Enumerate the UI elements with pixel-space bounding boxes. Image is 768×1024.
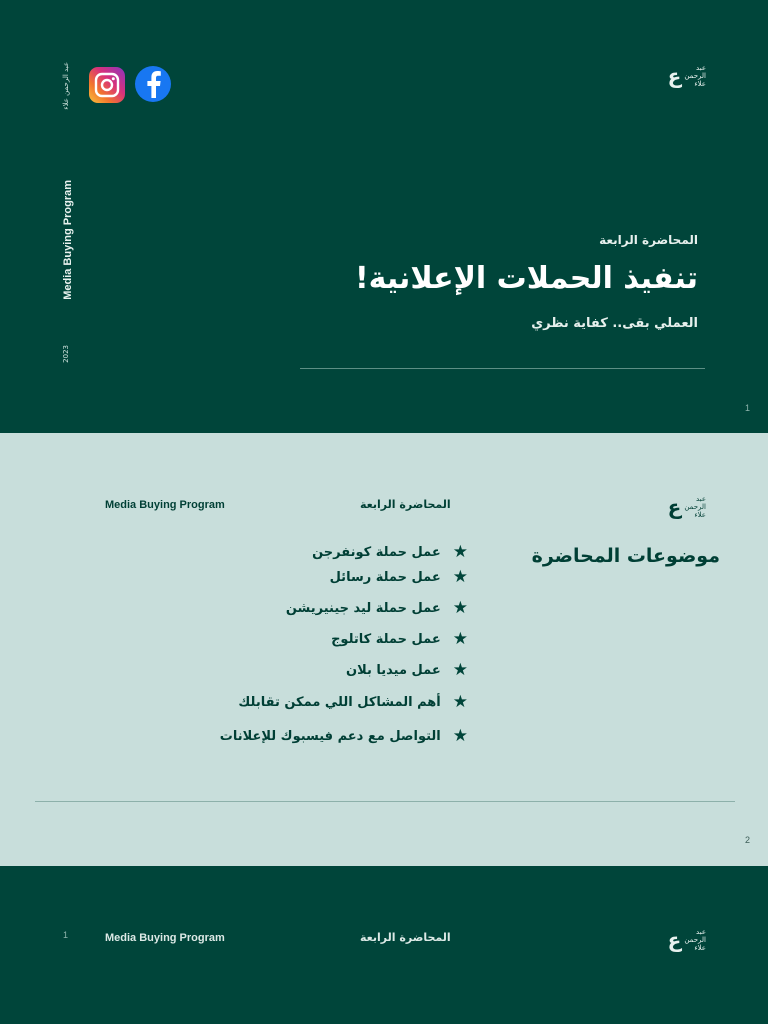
brand-logo bbox=[668, 64, 706, 88]
subtitle: العملي بقى.. كفاية نظري bbox=[531, 316, 698, 331]
logo-mark: ع bbox=[667, 928, 682, 952]
vertical-program-name: Media Buying Program bbox=[62, 180, 74, 300]
topic-text: عمل حملة ليد جينيريشن bbox=[285, 601, 441, 616]
divider bbox=[300, 368, 705, 369]
star-icon: ★ bbox=[452, 598, 468, 618]
section-title: موضوعات المحاضرة bbox=[531, 545, 720, 567]
instagram-icon[interactable] bbox=[89, 67, 125, 103]
header-program: Media Buying Program bbox=[105, 932, 225, 944]
header-program: Media Buying Program bbox=[105, 499, 225, 511]
logo-text: عبد الرحمن علاء bbox=[684, 928, 706, 952]
vertical-year: 2023 bbox=[62, 345, 70, 363]
star-icon: ★ bbox=[452, 629, 468, 649]
topics-slide bbox=[0, 433, 768, 866]
brand-logo bbox=[668, 495, 706, 519]
logo-mark: ع bbox=[667, 495, 682, 519]
title-slide bbox=[0, 0, 768, 433]
logo-text: عبد الرحمن علاء bbox=[684, 64, 706, 88]
star-icon: ★ bbox=[452, 542, 468, 562]
star-icon: ★ bbox=[452, 567, 468, 587]
star-icon: ★ bbox=[452, 660, 468, 680]
lecture-label: المحاضرة الرابعة bbox=[599, 233, 698, 247]
list-item bbox=[312, 544, 468, 561]
star-icon: ★ bbox=[452, 692, 468, 712]
logo-mark: ع bbox=[667, 64, 682, 88]
star-icon: ★ bbox=[452, 726, 468, 746]
list-item bbox=[331, 631, 468, 648]
page-number: 2 bbox=[744, 835, 750, 845]
topic-text: عمل حملة كاتلوج bbox=[331, 632, 441, 647]
page-number: 1 bbox=[744, 403, 750, 413]
list-item bbox=[286, 600, 468, 617]
page-title: تنفيذ الحملات الإعلانية! bbox=[354, 261, 698, 296]
header-lecture: المحاضرة الرابعة bbox=[360, 931, 451, 944]
topic-text: عمل حملة كونفرجن bbox=[312, 545, 441, 560]
divider bbox=[35, 801, 735, 802]
list-item bbox=[220, 728, 468, 745]
header-lecture: المحاضرة الرابعة bbox=[360, 498, 451, 511]
next-slide bbox=[0, 866, 768, 1024]
list-item bbox=[330, 569, 468, 586]
logo-text: عبد الرحمن علاء bbox=[684, 495, 706, 519]
page-number: 1 bbox=[63, 930, 69, 940]
topic-text: عمل ميديا بلان bbox=[346, 663, 441, 678]
topic-text: عمل حملة رسائل bbox=[329, 570, 441, 585]
list-item bbox=[346, 662, 468, 679]
vertical-author-name: عبد الرحمن علاء bbox=[62, 62, 70, 110]
brand-logo bbox=[668, 928, 706, 952]
facebook-icon[interactable] bbox=[135, 66, 171, 102]
list-item bbox=[238, 694, 468, 711]
topic-text: أهم المشاكل اللي ممكن تقابلك bbox=[238, 695, 441, 710]
topic-text: التواصل مع دعم فيسبوك للإعلانات bbox=[219, 729, 441, 744]
